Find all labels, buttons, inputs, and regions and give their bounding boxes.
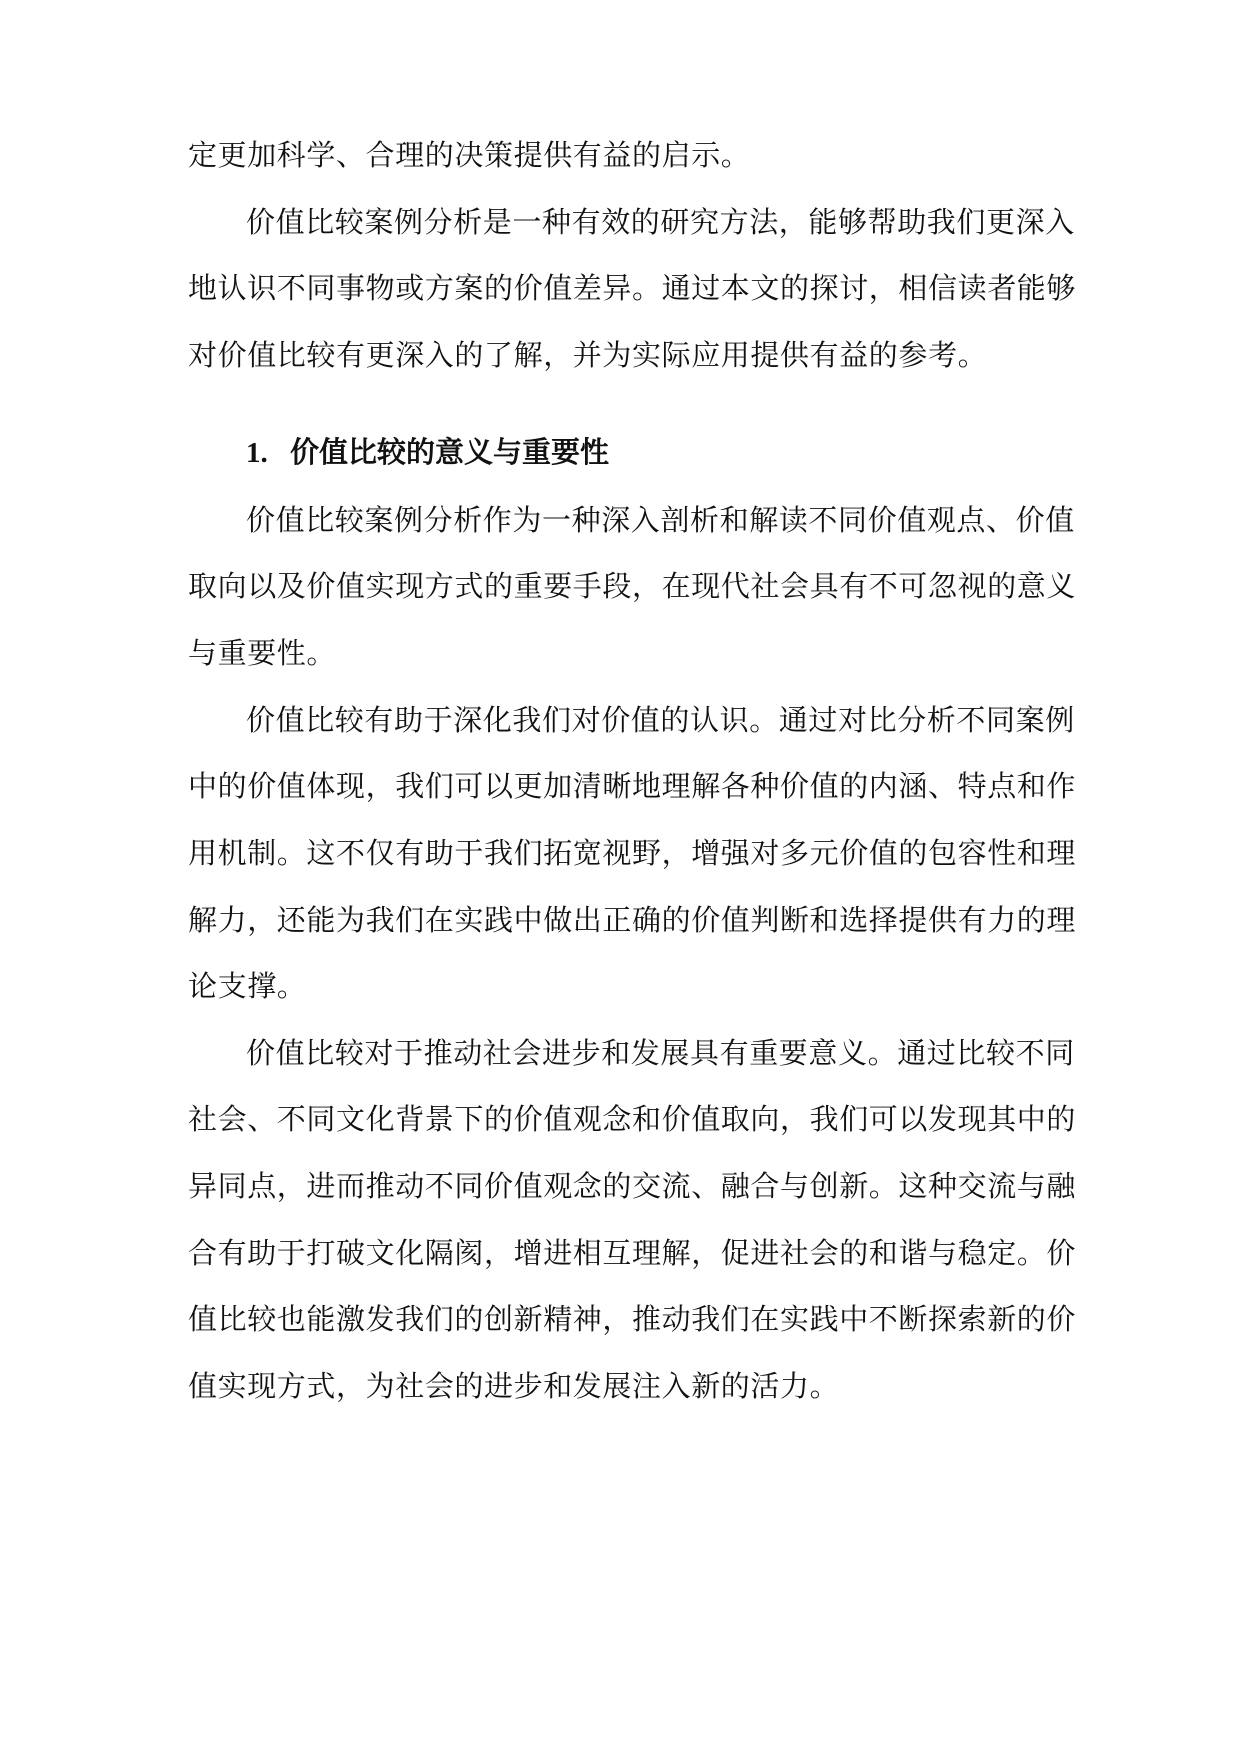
para3-line-3: 异同点，进而推动不同价值观念的交流、融合与创新。这种交流与融 bbox=[188, 1169, 1077, 1203]
para3-line-5: 值比较也能激发我们的创新精神，推动我们在实践中不断探索新的价 bbox=[188, 1302, 1077, 1336]
para1-line-3: 与重要性。 bbox=[188, 636, 337, 670]
para2-line-3: 用机制。这不仅有助于我们拓宽视野，增强对多元价值的包容性和理 bbox=[188, 836, 1077, 870]
para3-line-1: 价值比较对于推动社会进步和发展具有重要意义。通过比较不同 bbox=[246, 1036, 1075, 1070]
para1-line-1: 价值比较案例分析作为一种深入剖析和解读不同价值观点、价值 bbox=[246, 503, 1075, 537]
conclusion-line-1: 价值比较案例分析是一种有效的研究方法，能够帮助我们更深入 bbox=[246, 205, 1075, 239]
para3-line-4: 合有助于打破文化隔阂，增进相互理解，促进社会的和谐与稳定。价 bbox=[188, 1236, 1077, 1270]
conclusion-line-2: 地认识不同事物或方案的价值差异。通过本文的探讨，相信读者能够 bbox=[188, 271, 1077, 305]
section-heading bbox=[246, 432, 609, 473]
intro-tail-line: 定更加科学、合理的决策提供有益的启示。 bbox=[188, 138, 751, 172]
section-title: 价值比较的意义与重要性 bbox=[290, 435, 610, 469]
conclusion-line-3: 对价值比较有更深入的了解，并为实际应用提供有益的参考。 bbox=[188, 338, 988, 372]
section-number: 1. bbox=[246, 437, 268, 469]
para1-line-2: 取向以及价值实现方式的重要手段，在现代社会具有不可忽视的意义 bbox=[188, 569, 1077, 603]
para2-line-4: 解力，还能为我们在实践中做出正确的价值判断和选择提供有力的理 bbox=[188, 903, 1077, 937]
para2-line-1: 价值比较有助于深化我们对价值的认识。通过对比分析不同案例 bbox=[246, 703, 1075, 737]
para3-line-6: 值实现方式，为社会的进步和发展注入新的活力。 bbox=[188, 1369, 840, 1403]
para3-line-2: 社会、不同文化背景下的价值观念和价值取向，我们可以发现其中的 bbox=[188, 1102, 1077, 1136]
para2-line-2: 中的价值体现，我们可以更加清晰地理解各种价值的内涵、特点和作 bbox=[188, 769, 1077, 803]
para2-line-5: 论支撑。 bbox=[188, 969, 307, 1003]
